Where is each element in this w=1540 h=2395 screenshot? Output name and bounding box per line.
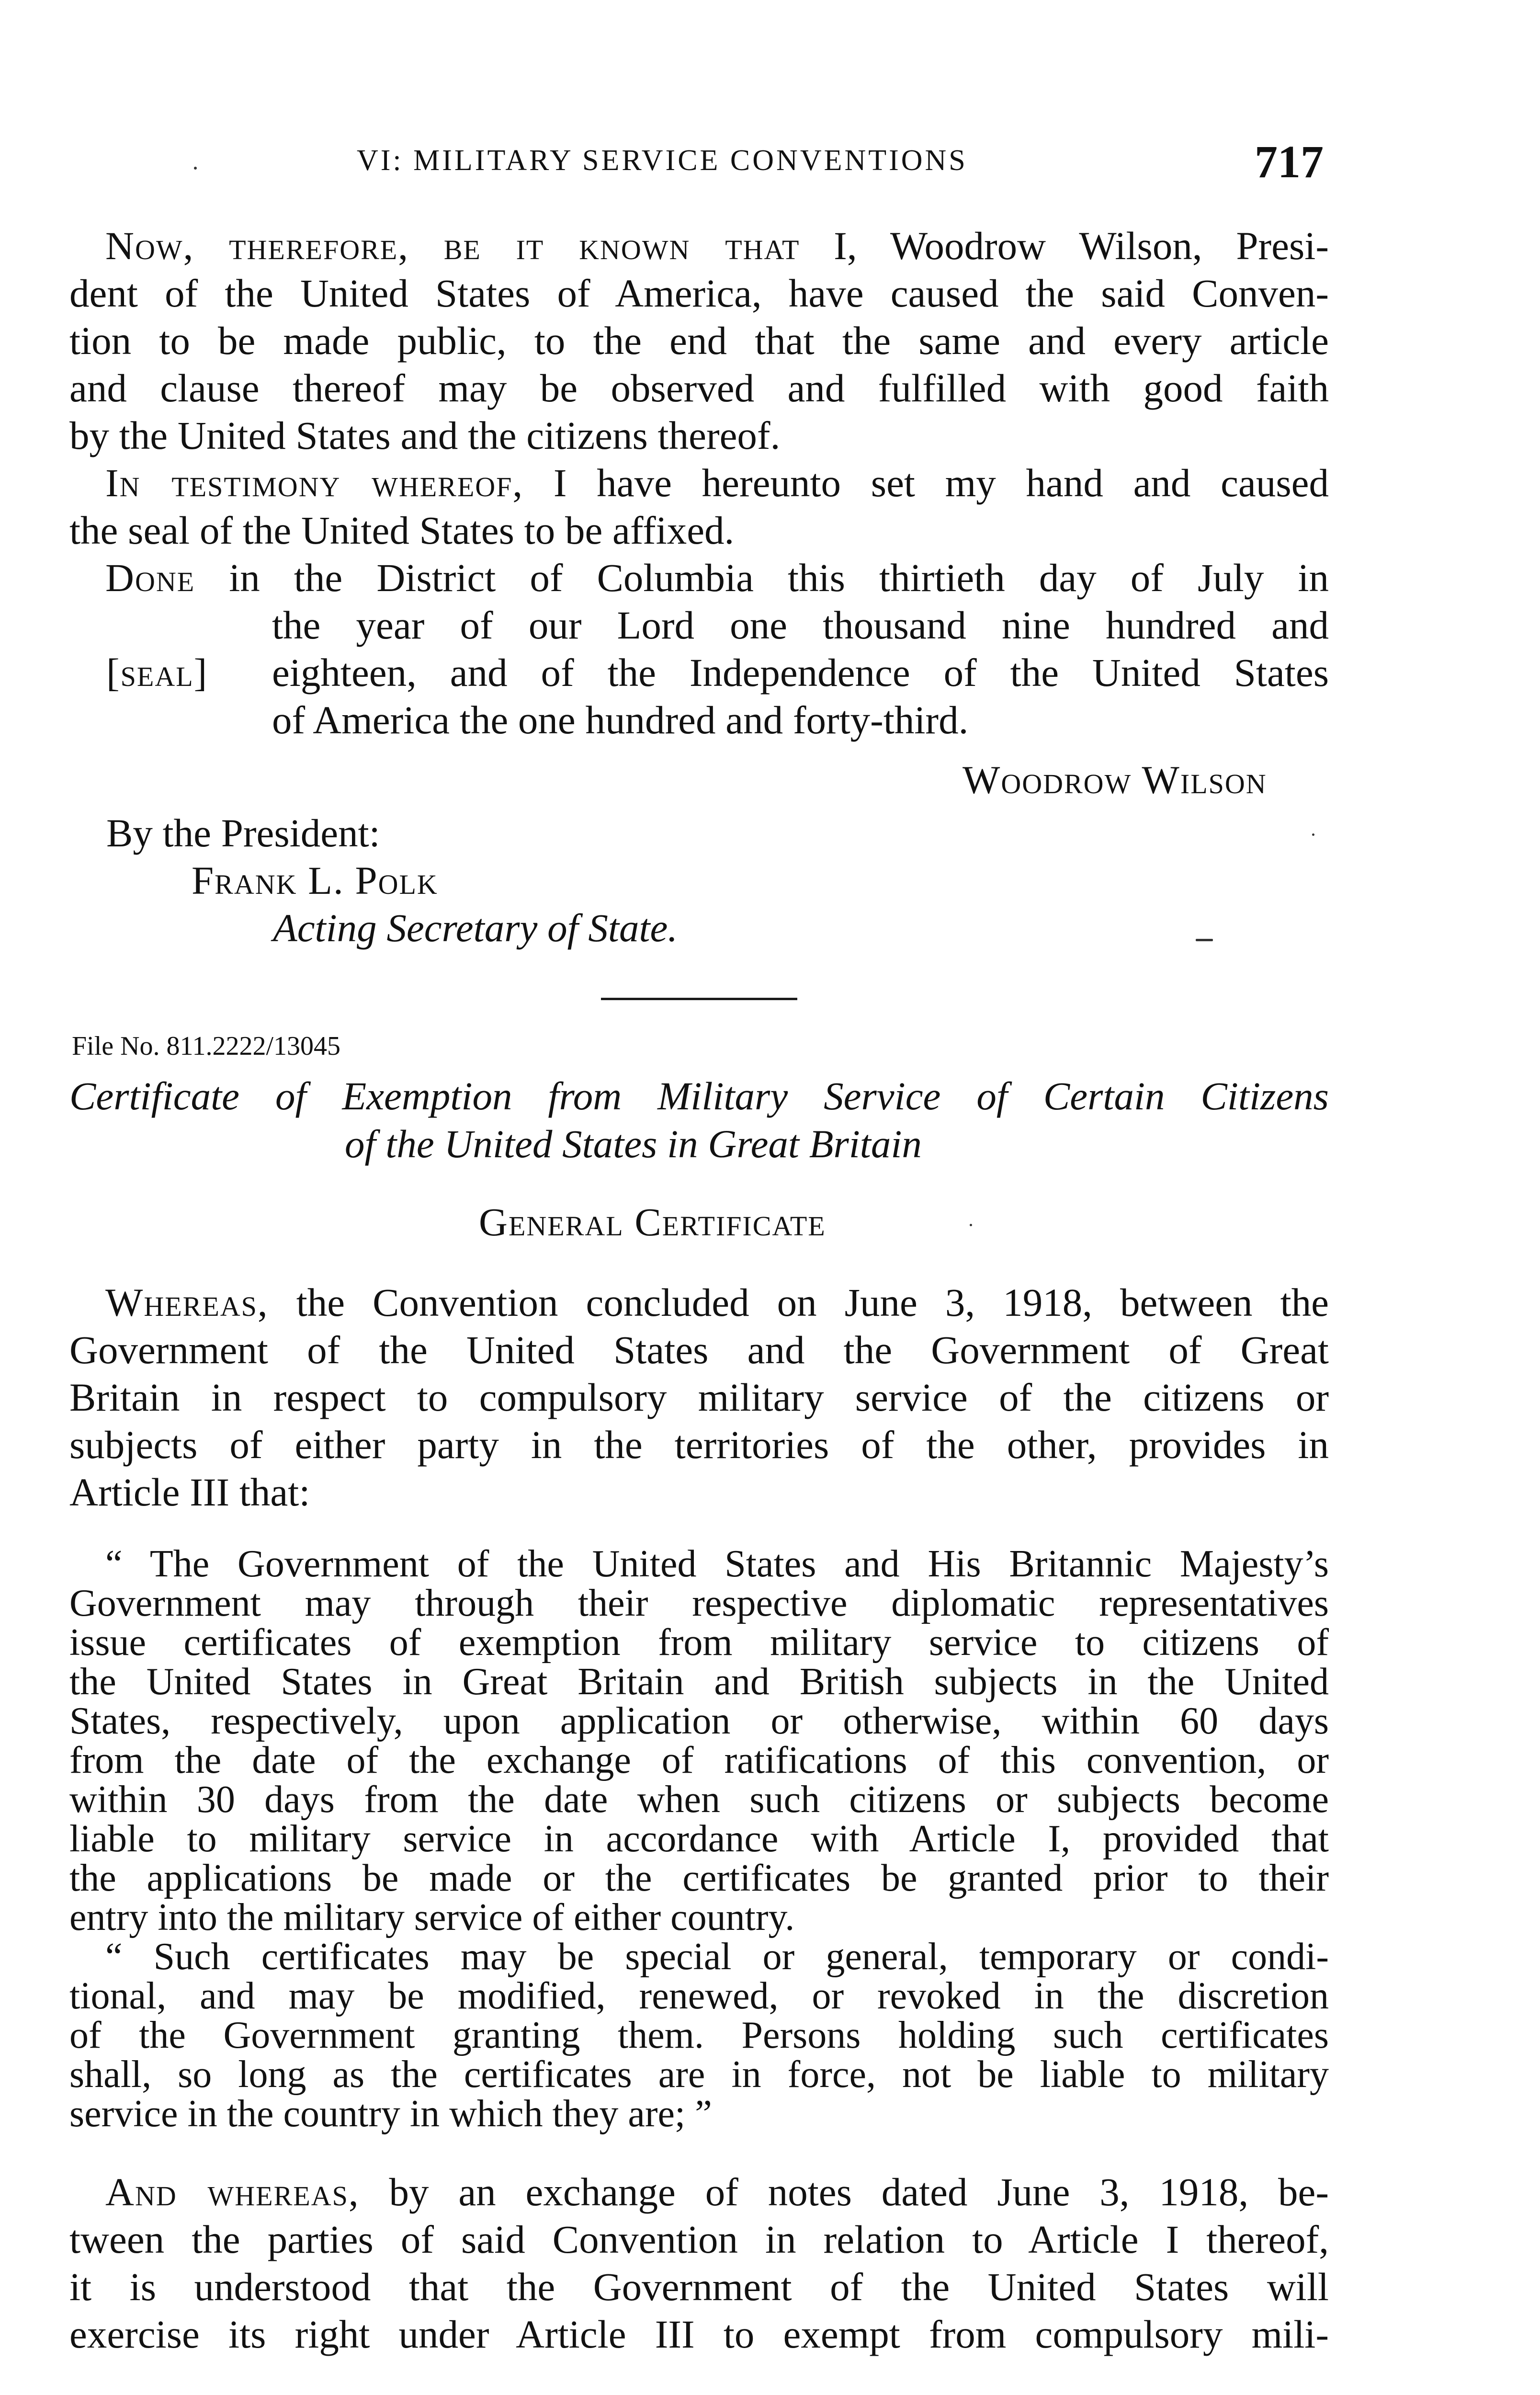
countersigner-name: Frank L. Polk (192, 858, 438, 902)
quote-line: within 30 days from the date when such citizens or subjects become (69, 1779, 1329, 1821)
proclamation-line: of America the one hundred and forty-third. (272, 698, 969, 742)
proclamation-line: tion to be made public, to the end that the same and every article (69, 319, 1329, 363)
whereas-line: Government of the United States and the Government of Great (69, 1328, 1329, 1372)
quote-line: Government may through their respective diplomatic representatives (69, 1582, 1329, 1624)
proclamation-line: dent of the United States of America, have caused the said Conven- (69, 271, 1329, 315)
quote-line: the applications be made or the certificates be granted prior to their (69, 1857, 1329, 1899)
page-number: 717 (1255, 136, 1324, 187)
small-caps-lead: Whereas, (105, 1280, 269, 1324)
quote-line: “ The Government of the United States and His Britannic Majesty’s (105, 1543, 1329, 1585)
signature: Woodrow Wilson (962, 758, 1267, 802)
document-title-line: of the United States in Great Britain (345, 1122, 922, 1166)
countersigner-title: Acting Secretary of State. (273, 906, 678, 950)
quote-line: issue certificates of exemption from military service to citizens of (69, 1621, 1329, 1664)
and-whereas-line: it is understood that the Government of the United States will (69, 2265, 1329, 2309)
proclamation-line: the year of our Lord one thousand nine hundred and (272, 603, 1329, 647)
whereas-line: Article III that: (69, 1470, 310, 1514)
quote-line: entry into the military service of either country. (69, 1896, 795, 1939)
seal-mark: [seal] (106, 650, 208, 695)
and-whereas-line (105, 2172, 1329, 2212)
proclamation-line (105, 463, 1329, 503)
section-heading: General Certificate (479, 1200, 826, 1244)
small-caps-lead: Now, therefore, be it known that (105, 224, 800, 268)
quote-line: shall, so long as the certificates are in force, not be liable to military (69, 2053, 1329, 2096)
file-number: File No. 811.2222/13045 (72, 1031, 341, 1061)
scan-speck (1312, 833, 1314, 836)
quote-line: the United States in Great Britain and British subjects in the United (69, 1661, 1329, 1703)
small-caps-lead: And whereas, (105, 2170, 360, 2214)
quote-line: tional, and may be modified, renewed, or revoked in the discretion (69, 1975, 1329, 2017)
proclamation-line: eighteen, and of the Independence of the United States (272, 650, 1329, 695)
by-the-president: By the President: (106, 811, 380, 855)
proclamation-line: by the United States and the citizens thereof. (69, 413, 781, 457)
quote-line: liable to military service in accordance with Article I, provided that (69, 1818, 1329, 1860)
whereas-line: subjects of either party in the territories of the other, provides in (69, 1423, 1329, 1467)
document-title-line: Certificate of Exemption from Military Service of Certain Citizens (69, 1074, 1329, 1118)
scan-speck (194, 167, 197, 170)
text-run: by an exchange of notes dated June 3, 1918, be- (359, 2170, 1329, 2214)
and-whereas-line: exercise its right under Article III to exempt from compulsory mili- (69, 2312, 1329, 2356)
and-whereas-line: tween the parties of said Convention in relation to Article I thereof, (69, 2217, 1329, 2261)
whereas-line (105, 1280, 1329, 1324)
text-run: the Convention concluded on June 3, 1918, between the (268, 1280, 1329, 1324)
small-caps-lead: In testimony whereof, (105, 461, 524, 505)
text-run: in the District of Columbia this thirtieth day of July in (195, 556, 1329, 600)
small-caps-lead: Done (105, 556, 195, 600)
quote-line: service in the country in which they are; ” (69, 2093, 712, 2135)
quote-line: “ Such certificates may be special or general, temporary or condi- (105, 1936, 1329, 1978)
quote-line: from the date of the exchange of ratifications of this convention, or (69, 1739, 1329, 1781)
proclamation-line (105, 226, 1329, 266)
whereas-line: Britain in respect to compulsory military service of the citizens or (69, 1375, 1329, 1419)
proclamation-line: the seal of the United States to be affixed. (69, 508, 735, 552)
text-run: I, Woodrow Wilson, Presi- (800, 224, 1329, 268)
scan-speck (970, 1224, 972, 1226)
proclamation-line: and clause thereof may be observed and fulfilled with good faith (69, 366, 1329, 410)
section-rule (601, 998, 797, 1000)
running-head: VI: MILITARY SERVICE CONVENTIONS (357, 144, 968, 177)
scan-speck (1196, 939, 1213, 941)
quote-line: States, respectively, upon application or otherwise, within 60 days (69, 1700, 1329, 1742)
text-run: I have hereunto set my hand and caused (523, 461, 1329, 505)
proclamation-line (105, 558, 1329, 598)
quote-line: of the Government granting them. Persons holding such certificates (69, 2014, 1329, 2056)
